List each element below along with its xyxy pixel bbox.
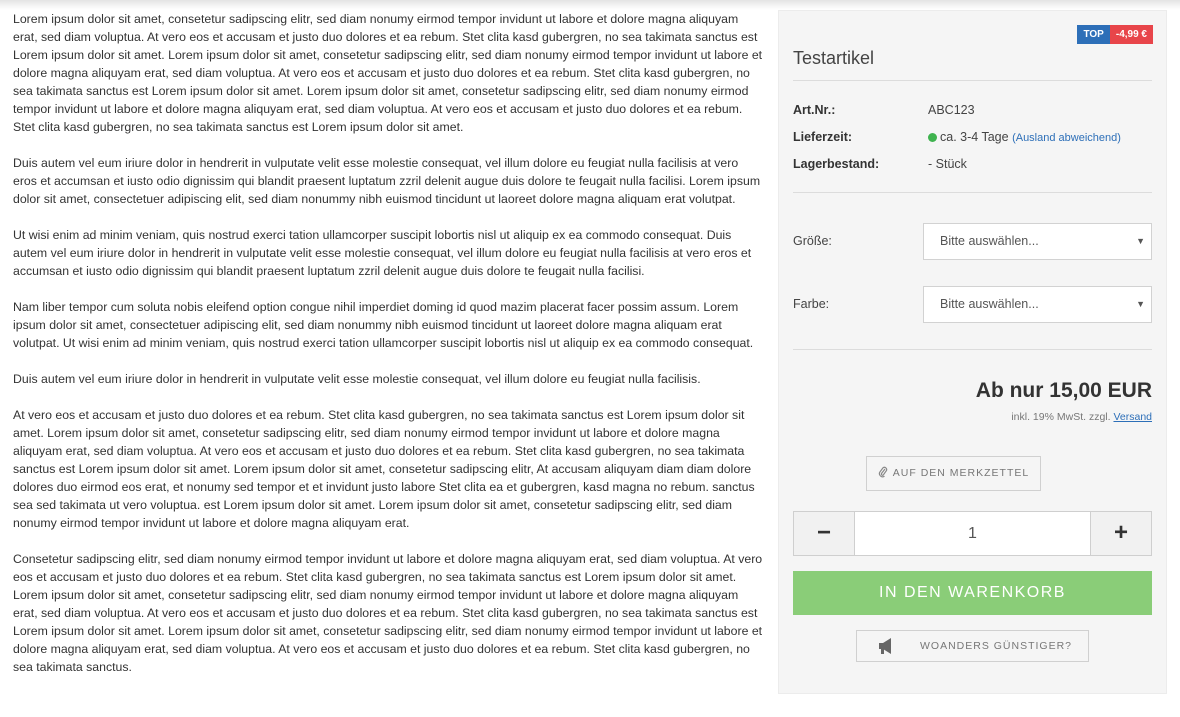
color-select[interactable] [923, 286, 1152, 323]
top-badge: TOP [1077, 25, 1109, 44]
product-badges [1077, 25, 1153, 44]
size-label: Größe: [793, 234, 832, 248]
size-select[interactable] [923, 223, 1152, 260]
article-number-label: Art.Nr.: [793, 103, 836, 117]
tax-info [1011, 411, 1152, 423]
wishlist-label: AUF DEN MERKZETTEL [892, 467, 1030, 479]
description-paragraph: Duis autem vel eum iriure dolor in hendrerit in vulputate velit esse molestie consequat, vel illum dolore eu feugiat nulla facilisis at vero eros et accumsan et iusto odio dignissim qui blandit praesent luptatum zzril delenit augue duis dolore te feugait nulla facilisi. Lorem ipsum dolor sit amet, consectetuer adipiscing elit, sed diam nonummy nibh euismod tincidunt ut laoreet dolore magna aliquam erat volutpat. [13, 156, 761, 206]
quantity-input[interactable]: 1 [968, 525, 977, 542]
divider [793, 349, 1152, 350]
stock-value: - Stück [928, 157, 967, 171]
megaphone-icon [877, 631, 895, 673]
description-paragraph: Consetetur sadipscing elitr, sed diam nonumy eirmod tempor invidunt ut labore et dolore magna aliquyam erat, sed diam voluptua. At vero eos et accusam et justo duo dolores et ea rebum. Stet clita kasd gubergren, no sea takimata sanctus est Lorem ipsum dolor sit amet. Lorem ipsum dolor sit amet, consetetur sadipscing elitr, sed diam nonumy eirmod tempor invidunt ut labore et dolore magna aliquyam erat, sed diam voluptua. At vero eos et accusam et justo duo dolores et ea rebum. Stet clita kasd gubergren, no sea takimata sanctus est Lorem ipsum dolor sit amet. Lorem ipsum dolor sit amet, consetetur sadipscing elitr, sed diam nonumy eirmod tempor invidunt ut labore et dolore magna aliquyam erat, sed diam voluptua. At vero eos et accusam et justo duo dolores et ea rebum. Stet clita kasd gubergren, no sea takimata sanctus. [13, 552, 763, 674]
availability-dot-icon [928, 133, 937, 142]
description-paragraph: Nam liber tempor cum soluta nobis eleifend option congue nihil imperdiet doming id quod mazim placerat facer possim assum. Lorem ipsum dolor sit amet, consectetuer adipiscing elit, sed diam nonummy nibh euismod tincidunt ut laoreet dolore magna aliquam erat volutpat. Ut wisi enim ad minim veniam, quis nostrud exerci tation ullamcorper suscipit lobortis nisl ut aliquip ex ea commodo consequat. [13, 300, 754, 350]
shipping-link[interactable]: Versand [1113, 411, 1152, 423]
divider [793, 192, 1152, 193]
size-select-value: Bitte auswählen... [940, 234, 1039, 248]
color-select-value: Bitte auswählen... [940, 297, 1039, 311]
quantity-decrease-button[interactable]: − [794, 512, 855, 555]
product-price: Ab nur 15,00 EUR [975, 379, 1152, 402]
discount-badge: -4,99 € [1110, 25, 1153, 44]
product-title: Testartikel [793, 48, 875, 68]
buy-box [778, 10, 1167, 694]
caret-down-icon: ▼ [1136, 299, 1145, 309]
top-shadow-bar [0, 0, 1180, 10]
quantity-increase-button[interactable]: + [1090, 512, 1151, 555]
description-paragraph: Ut wisi enim ad minim veniam, quis nostrud exerci tation ullamcorper suscipit lobortis nisl ut aliquip ex ea commodo consequat. Duis autem vel eum iriure dolor in hendrerit in vulputate velit esse molestie consequat, vel illum dolore eu feugiat nulla facilisis at vero eros et accumsan et iusto odio dignissim qui blandit praesent luptatum zzril delenit augue duis dolore te feugait nulla facilisi. [13, 228, 752, 278]
color-label: Farbe: [793, 297, 830, 311]
tax-text: inkl. 19% MwSt. zzgl. [1011, 411, 1111, 423]
wishlist-button[interactable] [866, 456, 1041, 491]
add-to-cart-button[interactable]: IN DEN WARENKORB [793, 571, 1152, 615]
product-description [13, 10, 765, 694]
description-paragraph: At vero eos et accusam et justo duo dolores et ea rebum. Stet clita kasd gubergren, no sea takimata sanctus est Lorem ipsum dolor sit amet. Lorem ipsum dolor sit amet, consetetur sadipscing elitr, sed diam nonumy eirmod tempor invidunt ut labore et dolore magna aliquyam erat, sed diam voluptua. At vero eos et accusam et justo duo dolores et ea rebum. Stet clita kasd gubergren, no sea takimata sanctus est Lorem ipsum dolor sit amet. Lorem ipsum dolor sit amet, consetetur sadipscing elitr, At accusam aliquyam diam diam dolore dolores duo eirmod eos erat, et nonumy sed tempor et et invidunt justo labore Stet clita ea et gubergren, kasd magna no rebum. sanctus sea sed takimata ut vero voluptua. est Lorem ipsum dolor sit amet. Lorem ipsum dolor sit amet, consetetur sadipscing elitr, sed diam nonumy eirmod tempor invidunt ut labore et dolore magna aliquyam erat. [13, 408, 755, 530]
description-paragraph: Lorem ipsum dolor sit amet, consetetur sadipscing elitr, sed diam nonumy eirmod tempor invidunt ut labore et dolore magna aliquyam erat, sed diam voluptua. At vero eos et accusam et justo duo dolores et ea rebum. Stet clita kasd gubergren, no sea takimata sanctus est Lorem ipsum dolor sit amet. Lorem ipsum dolor sit amet, consetetur sadipscing elitr, sed diam nonumy eirmod tempor invidunt ut labore et dolore magna aliquyam erat, sed diam voluptua. At vero eos et accusam et justo duo dolores et ea rebum. Stet clita kasd gubergren, no sea takimata sanctus est Lorem ipsum dolor sit amet. Lorem ipsum dolor sit amet, consetetur sadipscing elitr, sed diam nonumy eirmod tempor invidunt ut labore et dolore magna aliquyam erat, sed diam voluptua. At vero eos et accusam et justo duo dolores et ea rebum. Stet clita kasd gubergren, no sea takimata sanctus est Lorem ipsum dolor sit amet. [13, 12, 763, 134]
delivery-value: ca. 3-4 Tage [940, 130, 1009, 144]
delivery-label: Lieferzeit: [793, 130, 853, 144]
article-number-value: ABC123 [928, 103, 975, 117]
found-cheaper-button[interactable] [856, 630, 1089, 662]
quantity-stepper [793, 511, 1152, 556]
abroad-link[interactable]: (Ausland abweichend) [1012, 132, 1121, 144]
found-cheaper-label: WOANDERS GÜNSTIGER? [920, 640, 1073, 652]
delivery-value-wrap [928, 130, 1121, 144]
paperclip-icon [878, 459, 888, 492]
divider [793, 80, 1152, 81]
caret-down-icon: ▼ [1136, 236, 1145, 246]
description-paragraph: Duis autem vel eum iriure dolor in hendrerit in vulputate velit esse molestie consequat, vel illum dolore eu feugiat nulla facilisis. [13, 372, 701, 386]
stock-label: Lagerbestand: [793, 157, 880, 171]
